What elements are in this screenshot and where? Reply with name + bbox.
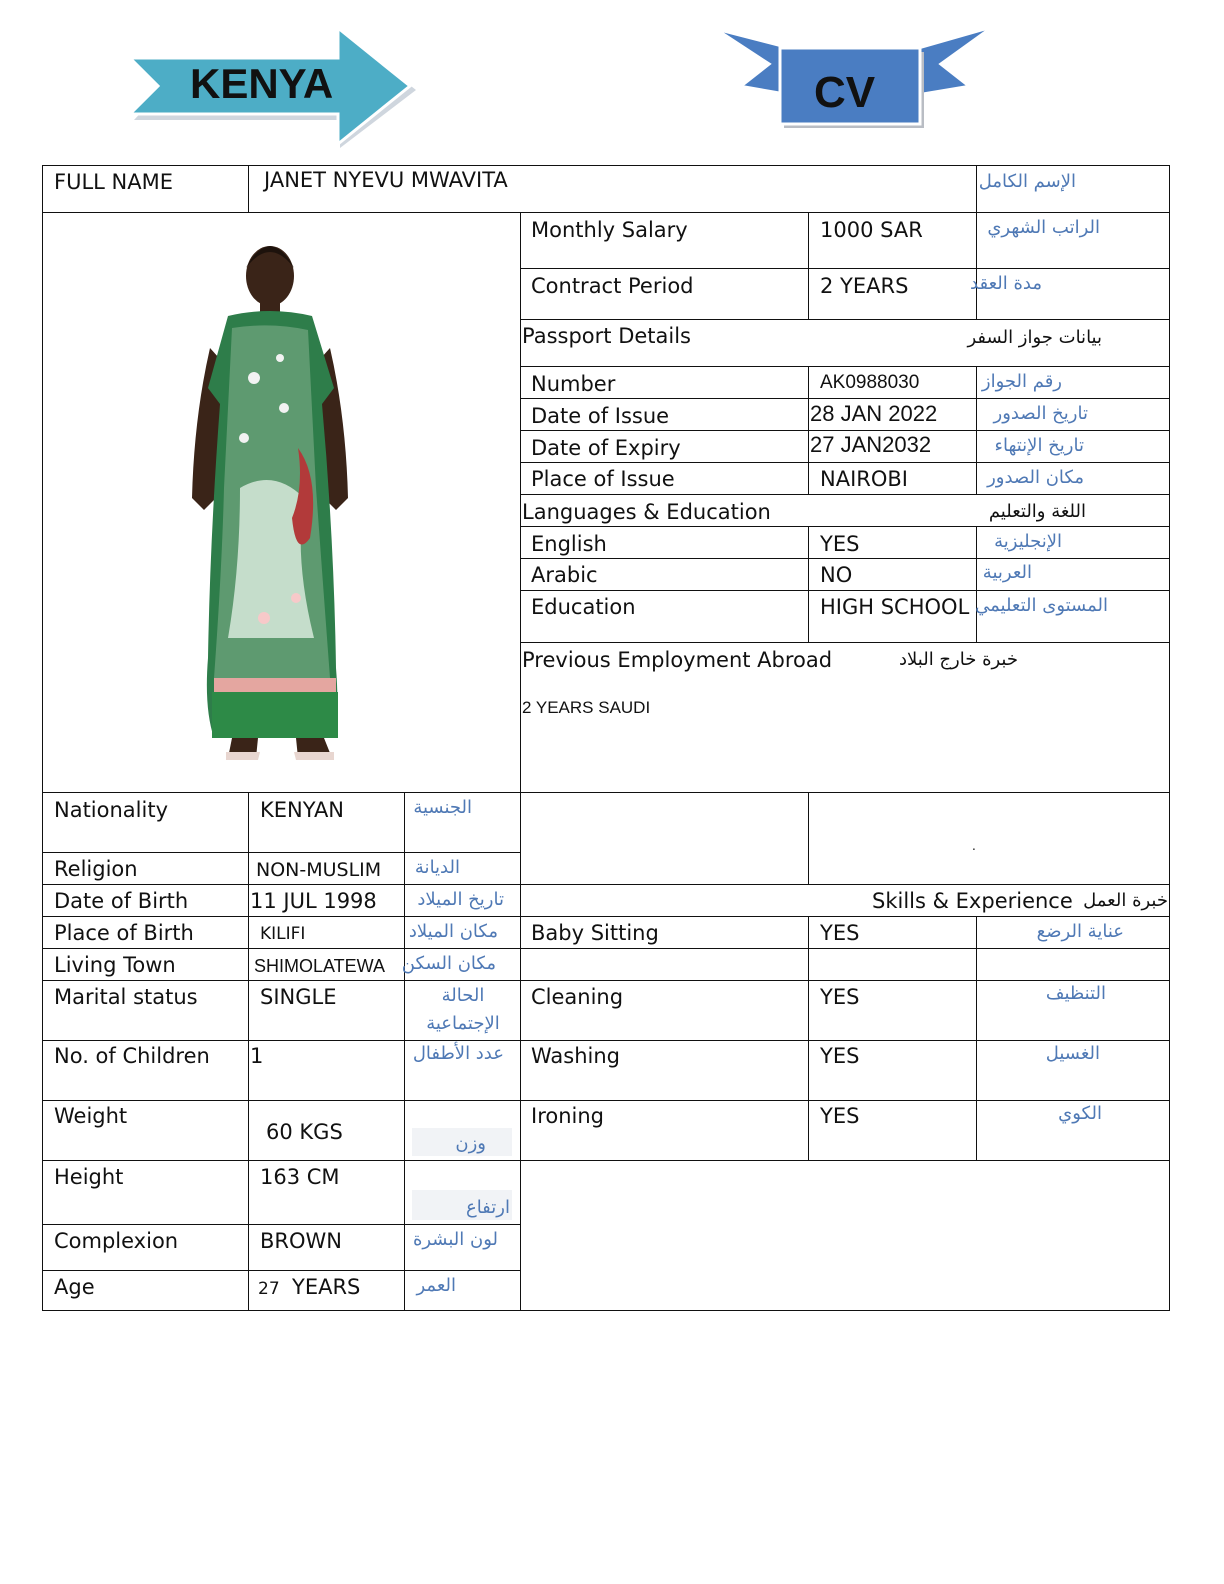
religion-label: Religion (54, 857, 138, 881)
expiry-date-label: Date of Expiry (531, 436, 681, 460)
skills-heading: Skills & Experience (872, 889, 1073, 913)
nationality-label: Nationality (54, 798, 169, 822)
living-town-label: Living Town (54, 953, 176, 977)
height-label: Height (54, 1165, 124, 1189)
religion-value: NON-MUSLIM (256, 859, 382, 881)
issue-date-label: Date of Issue (531, 404, 670, 428)
nationality-label-ar: الجنسية (413, 797, 472, 818)
age-value-num: 27 (258, 1279, 280, 1299)
age-value-unit: YEARS (292, 1275, 361, 1299)
misc-dot: . (972, 839, 976, 853)
issue-date-value: 28 JAN 2022 (810, 401, 938, 426)
english-label-ar: الإنجليزية (994, 531, 1062, 552)
skills-heading-ar: خبرة العمل (1083, 890, 1168, 911)
ironing-label-ar: الكوي (1058, 1103, 1102, 1124)
english-value: YES (820, 532, 860, 556)
contract-period-value: 2 YEARS (820, 274, 909, 298)
previous-employment-heading-ar: خبرة خارج البلاد (899, 649, 1018, 670)
children-label: No. of Children (54, 1044, 210, 1068)
complexion-label-ar: لون البشرة (412, 1229, 498, 1250)
ironing-label: Ironing (531, 1104, 604, 1128)
applicant-photo (184, 238, 356, 764)
previous-employment-value: 2 YEARS SAUDI (522, 698, 651, 717)
pob-value: KILIFI (260, 924, 306, 944)
washing-value: YES (820, 1044, 860, 1068)
education-value: HIGH SCHOOL (820, 595, 970, 619)
age-label-ar: العمر (416, 1275, 456, 1296)
full-name-value: JANET NYEVU MWAVITA (264, 168, 508, 192)
cv-banner-label: CV (814, 68, 876, 117)
salary-label: Monthly Salary (531, 218, 688, 242)
passport-number-label-ar: رقم الجواز (981, 371, 1062, 392)
cleaning-label-ar: التنظيف (1045, 983, 1106, 1004)
previous-employment-heading: Previous Employment Abroad (522, 648, 833, 672)
marital-status-label: Marital status (54, 985, 198, 1009)
marital-status-label-ar: الحالة الإجتماعية (426, 985, 500, 1034)
weight-value: 60 KGS (266, 1120, 343, 1144)
languages-heading: Languages & Education (522, 500, 771, 524)
dob-label-ar: تاريخ الميلاد (417, 889, 504, 910)
weight-label: Weight (54, 1104, 128, 1128)
cleaning-label: Cleaning (531, 985, 624, 1009)
nationality-value: KENYAN (260, 798, 345, 822)
salary-label-ar: الراتب الشهري (987, 217, 1100, 238)
english-label: English (531, 532, 607, 556)
pob-label-ar: مكان الميلاد (408, 921, 498, 942)
expiry-date-value: 27 JAN2032 (810, 432, 932, 457)
living-town-label-ar: مكان السكن (401, 953, 496, 974)
living-town-value: SHIMOLATEWA (254, 956, 386, 976)
issue-date-label-ar: تاريخ الصدور (993, 403, 1088, 424)
passport-heading-ar: بيانات جواز السفر (967, 327, 1102, 348)
baby-sitting-label: Baby Sitting (531, 921, 659, 945)
passport-heading: Passport Details (522, 324, 691, 348)
height-label-ar: ارتفاع (465, 1197, 510, 1218)
place-of-issue-label-ar: مكان الصدور (987, 467, 1084, 488)
complexion-label: Complexion (54, 1229, 179, 1253)
complexion-value: BROWN (260, 1229, 343, 1253)
place-of-issue-label: Place of Issue (531, 467, 675, 491)
full-name-label: FULL NAME (54, 170, 173, 194)
washing-label-ar: الغسيل (1045, 1043, 1100, 1064)
dob-label: Date of Birth (54, 889, 189, 913)
kenya-banner-label: KENYA (190, 60, 334, 107)
marital-status-value: SINGLE (260, 985, 337, 1009)
salary-value: 1000 SAR (820, 218, 923, 242)
children-label-ar: عدد الأطفال (412, 1043, 504, 1064)
place-of-issue-value: NAIROBI (820, 467, 908, 491)
education-label: Education (531, 595, 636, 619)
ironing-value: YES (820, 1104, 860, 1128)
languages-heading-ar: اللغة والتعليم (988, 501, 1086, 522)
contract-period-label: Contract Period (531, 274, 694, 298)
baby-sitting-value: YES (820, 921, 860, 945)
passport-number-value: AK0988030 (820, 372, 920, 393)
arabic-label-ar: العربية (982, 562, 1032, 583)
expiry-date-label-ar: تاريخ الإنتهاء (994, 435, 1084, 456)
height-value: 163 CM (260, 1165, 340, 1189)
passport-number-label: Number (531, 372, 616, 396)
weight-label-ar: وزن (455, 1133, 486, 1154)
baby-sitting-label-ar: عناية الرضع (1036, 921, 1124, 942)
education-label-ar: المستوى التعليمي (975, 595, 1108, 616)
pob-label: Place of Birth (54, 921, 194, 945)
religion-label-ar: الديانة (414, 857, 460, 878)
age-label: Age (54, 1275, 95, 1299)
dob-value: 11 JUL 1998 (250, 889, 377, 913)
contract-period-label-ar: مدة العقد (970, 273, 1042, 294)
cleaning-value: YES (820, 985, 860, 1009)
arabic-value: NO (820, 563, 853, 587)
children-value: 1 (250, 1044, 264, 1068)
arabic-label: Arabic (531, 563, 598, 587)
full-name-label-ar: الإسم الكامل (978, 171, 1076, 192)
washing-label: Washing (531, 1044, 621, 1068)
